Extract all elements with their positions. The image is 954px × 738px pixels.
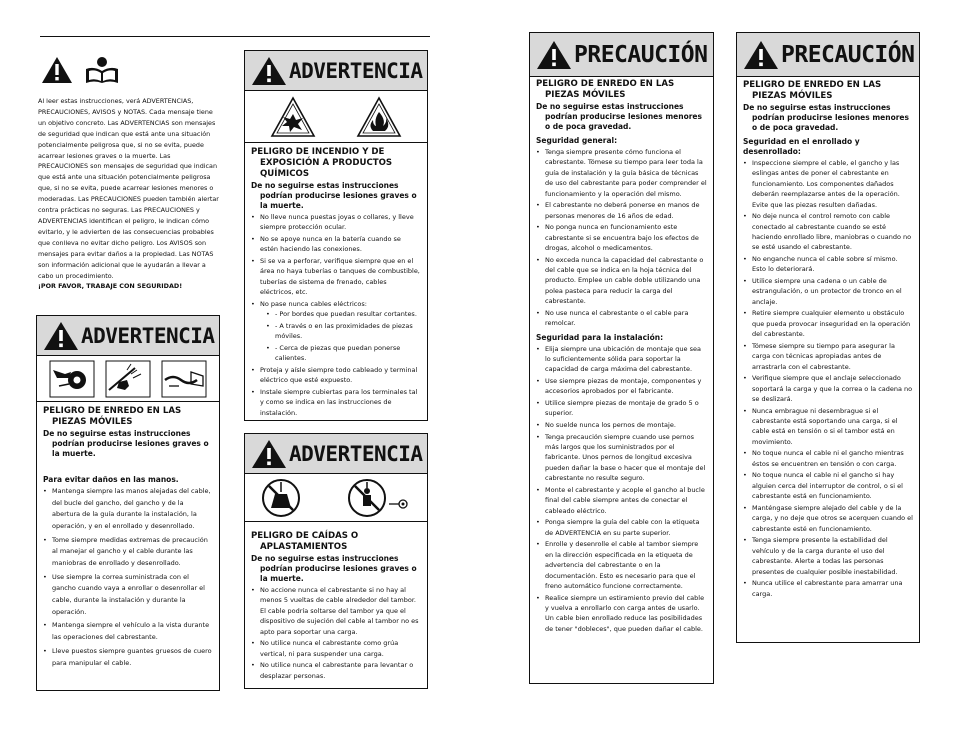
list-item: • Tome siempre medidas extremas de precaución al manejar el gancho y el cable durante las maniobras de enrollado y desenrollado. (43, 535, 213, 570)
list-item: • No ponga nunca en funcionamiento este cabrestante si se encuentra bajo los efectos de drogas, alcohol o medicamentos. (536, 222, 707, 253)
hazard-title: PELIGRO DE ENREDO EN LAS PIEZAS MÓVILES (743, 80, 882, 101)
list-item: • No toque nunca el cable ni el gancho mientras éstos se encuentren en tensión o con carga. (743, 448, 913, 469)
list-item: • Tenga precaución siempre cuando use pernos más largos que los suministrados por el fabricante. Unos pernos de longitud excesiva pueden dañar la base o hacer que el montaje del cabrestante no resulte seguro. (536, 432, 707, 484)
reading-manual-icon (84, 55, 120, 85)
top-rule (40, 36, 430, 37)
hazard-consequence: De no seguirse estas instrucciones podrían producirse lesiones menores o de poca gravedad. (743, 103, 909, 132)
fire-hazard-icon (356, 96, 402, 138)
list-item: • No exceda nunca la capacidad del cabrestante o del cable que se indica en la hoja técnica del producto. Emplee un cable doble utilizando una polea pasteca para reducir la carga del cabrestante. (536, 255, 707, 307)
warning-header (245, 434, 427, 474)
section-title: Seguridad en el enrollado y desenrollado: (743, 137, 860, 156)
warning-fall-box (244, 433, 428, 689)
intro-text (38, 96, 220, 292)
list-item: • No utilice nunca el cabrestante para levantar o desplazar personas. (251, 660, 421, 681)
section-title: Seguridad para la instalación: (536, 332, 664, 342)
caution-general-box (529, 32, 714, 684)
hazard-pictograms (245, 474, 427, 522)
list-item: • Inspeccione siempre el cable, el gancho y las eslingas antes de poner el cabrestante en funcionamiento. Los componentes dañados deberán reemplazarse antes de la operación. Evite que las piezas resulten dañadas. (743, 158, 913, 210)
instruction-list (251, 212, 421, 418)
list-item: • Utilice siempre piezas de montaje de grado 5 o superior. (536, 398, 707, 419)
no-suspended-load-icon (261, 478, 301, 518)
list-item: • No accione nunca el cabrestante si no hay al menos 5 vueltas de cable alrededor del tambor. El cable podría soltarse del tambor ya que el dispositivo de sujeción del cable al tambor no es apto para soportar una carga. (251, 585, 421, 637)
list-item: • Tenga siempre presente la estabilidad del vehículo y de la carga durante el uso del cabrestante. Alerte a todas las personas presentes de cualquier posible inestabilidad. (743, 535, 913, 577)
list-item: • Si se va a perforar, verifique siempre que en el área no haya tuberías o tanques de combustible, tuberías de sistema de frenado, cables eléctricos, etc. (251, 256, 421, 298)
hazard-consequence: De no seguirse estas instrucciones podrían producirse lesiones graves o la muerte. (251, 181, 417, 210)
list-item: • Tómese siempre su tiempo para asegurar la carga con técnicas apropiadas antes de arrastrarla con el cabrestante. (743, 341, 913, 372)
warning-entanglement-box (36, 315, 220, 691)
list-item: • No toque nunca el cable ni el gancho si hay alguien cerca del interruptor de control, o si el cabrestante está en funcionamiento. (743, 470, 913, 501)
instruction-list (251, 585, 421, 681)
section-title: Para evitar daños en las manos. (43, 475, 179, 484)
list-item: • No utilice nunca el cabrestante como grúa vertical, ni para suspender una carga. (251, 638, 421, 659)
signal-word: ADVERTENCIA (81, 323, 215, 348)
signal-word: PRECAUCIÓN (781, 41, 915, 68)
caution-header (737, 33, 919, 77)
hand-cable-snag-icon (105, 360, 151, 398)
signal-word: PRECAUCIÓN (574, 41, 708, 68)
section-title: Seguridad general: (536, 136, 618, 145)
list-item: • Ponga siempre la guía del cable con la etiqueta de ADVERTENCIA en su parte superior. (536, 517, 707, 538)
list-item: • Enrolle y desenrolle el cable al tambor siempre en la dirección especificada en la etiqueta de advertencia del cabrestante o en la documentación. Esto es necesario para que el freno automático funcione correctamente. (536, 539, 707, 591)
list-item: • Manténgase siempre alejado del cable y de la carga, y no deje que otros se acerquen cuando el cabrestante esté en funcionamiento. (743, 503, 913, 534)
list-item-text: No pase nunca cables eléctricos: (260, 299, 367, 308)
instruction-list (536, 344, 707, 634)
list-item: • No deje nunca el control remoto con cable conectado al cabrestante cuando se esté haciendo enrollado libre, maniobras o cuando no se esté usando el cabrestante. (743, 211, 913, 253)
no-lifting-people-icon (347, 478, 411, 518)
list-item: • Tenga siempre presente cómo funciona el cabrestante. Tómese su tiempo para leer toda la guía de instalación y la guía básica de técnicas de uso del cabrestante para poder comprender el funcionamiento y la operación del mismo. (536, 147, 707, 199)
list-item: • Verifique siempre que el anclaje seleccionado soportará la carga y que la correa o la cadena no se deslizará. (743, 373, 913, 404)
instruction-list (743, 158, 913, 599)
warning-header (37, 316, 219, 356)
list-item: • No se apoye nunca en la batería cuando se estén haciendo las conexiones. (251, 234, 421, 255)
sub-item: • - Por bordes que puedan resultar cortantes. (266, 309, 421, 319)
intro-closing: ¡POR FAVOR, TRABAJE CON SEGURIDAD! (38, 282, 183, 291)
hazard-consequence: De no seguirse estas instrucciones podrían producirse lesiones menores o de poca gravedad. (536, 102, 702, 131)
list-item: • Elija siempre una ubicación de montaje que sea lo suficientemente sólida para soportar la capacidad de carga máxima del cabrestante. (536, 344, 707, 375)
caution-header (530, 33, 713, 77)
hazard-title: PELIGRO DE CAÍDAS O APLASTAMIENTOS (251, 531, 359, 552)
caution-winding-box (736, 32, 920, 643)
list-item: • Realice siempre un estiramiento previo del cable y vuelva a enrollarlo con carga antes de usarlo. Un cable bien enrollado reduce las posibilidades de tener "dobleces", que pueden dañar el cable. (536, 593, 707, 635)
list-item: • No lleve nunca puestas joyas o collares, y lleve siempre protección ocular. (251, 212, 421, 233)
list-item: • Mantenga siempre las manos alejadas del cable, del bucle del gancho, del gancho y de la abertura de la guía durante la instalación, la operación, y en el enrollado y desenrollado. (43, 486, 213, 532)
hazard-title: PELIGRO DE ENREDO EN LAS PIEZAS MÓVILES (43, 406, 182, 427)
signal-word: ADVERTENCIA (289, 58, 423, 83)
list-item: • Nunca utilice el cabrestante para amarrar una carga. (743, 578, 913, 599)
list-item: • Nunca embrague ni desembrague si el cabrestante está soportando una carga, si el cable está en tensión o si el tambor está en movimiento. (743, 406, 913, 448)
intro-icons (40, 55, 120, 85)
warning-triangle-icon (43, 321, 79, 351)
warning-triangle-icon (251, 56, 287, 86)
warning-triangle-icon (743, 40, 779, 70)
list-item: • Mantenga siempre el vehículo a la vista durante las operaciones del cabrestante. (43, 620, 213, 643)
signal-word: ADVERTENCIA (289, 441, 423, 466)
hazard-pictograms (37, 356, 219, 402)
list-item: • Use siempre piezas de montaje, componentes y accesorios aprobados por el fabricante. (536, 376, 707, 397)
list-item: • Utilice siempre una cadena o un cable de estrangulación, o un protector de tronco en el anclaje. (743, 276, 913, 307)
hand-entanglement-icon (49, 360, 95, 398)
warning-triangle-icon (251, 439, 287, 469)
hazard-consequence: De no seguirse estas instrucciones podrían producirse lesiones graves o la muerte. (251, 554, 417, 583)
instruction-list (43, 486, 213, 669)
hazard-title: PELIGRO DE ENREDO EN LAS PIEZAS MÓVILES (536, 79, 675, 100)
warning-triangle-icon (536, 40, 572, 70)
warning-fire-box (244, 50, 428, 421)
intro-paragraph: Al leer estas instrucciones, verá ADVERTENCIAS, PRECAUCIONES, AVISOS y NOTAS. Cada mensaje tiene un objetivo concreto. Las ADVERTENCIAS son mensajes de seguridad que indican que está ante una situación potencialmente peligrosa que, si no se evita, puede acarrear lesiones graves o la muerte. Las PRECAUCIONES son mensajes de seguridad que indican que está ante una situación potencialmente peligrosa que, si no se evita, puede acarrear lesiones menores o moderadas. Las PRECAUCIONES pueden también alertar contra prácticas no seguras. Las PRECAUCIONES y ADVERTENCIAS identifican el peligro, le indican cómo evitarlo, y le advierten de las consecuencias probables que conlleva no evitar dicho peligro. Los AVISOS son mensajes para evitar daños a la propiedad. Las NOTAS son información adicional que le ayudarán a llevar a cabo un procedimiento. (38, 97, 219, 280)
list-item: • El cabrestante no deberá ponerse en manos de personas menores de 16 años de edad. (536, 200, 707, 221)
list-item: • No suelde nunca los pernos de montaje. (536, 420, 707, 430)
list-item: • Lleve puestos siempre guantes gruesos de cuero para manipular el cable. (43, 646, 213, 669)
warning-header (245, 51, 427, 91)
list-item: • Instale siempre cubiertas para los terminales tal y como se indica en las instrucciones de instalación. (251, 387, 421, 418)
explosion-hazard-icon (270, 96, 316, 138)
hazard-pictograms (245, 91, 427, 143)
hand-hook-icon (161, 360, 207, 398)
sub-item: • - A través o en las proximidades de piezas móviles. (266, 321, 421, 342)
sub-list (266, 309, 421, 363)
list-item: • Retire siempre cualquier elemento u obstáculo que pueda provocar inseguridad en la operación del cabrestante. (743, 308, 913, 339)
list-item: • Proteja y aísle siempre todo cableado y terminal eléctrico que esté expuesto. (251, 365, 421, 386)
hazard-consequence: De no seguirse estas instrucciones podrían producirse lesiones graves o la muerte. (43, 429, 209, 458)
list-item: • No enganche nunca el cable sobre sí mismo. Esto lo deteriorará. (743, 254, 913, 275)
sub-item: • - Cerca de piezas que puedan ponerse calientes. (266, 343, 421, 364)
list-item: • Monte el cabrestante y acople el gancho al bucle final del cable siempre antes de conectar el cableado eléctrico. (536, 485, 707, 516)
instruction-list (536, 147, 707, 329)
list-item: • No use nunca el cabrestante o el cable para remolcar. (536, 308, 707, 329)
list-item (251, 299, 421, 364)
hazard-title: PELIGRO DE INCENDIO Y DE EXPOSICIÓN A PRODUCTOS QUÍMICOS (251, 147, 393, 179)
list-item: • Use siempre la correa suministrada con el gancho cuando vaya a enrollar o desenrollar el cable, durante la instalación y durante la operación. (43, 572, 213, 618)
